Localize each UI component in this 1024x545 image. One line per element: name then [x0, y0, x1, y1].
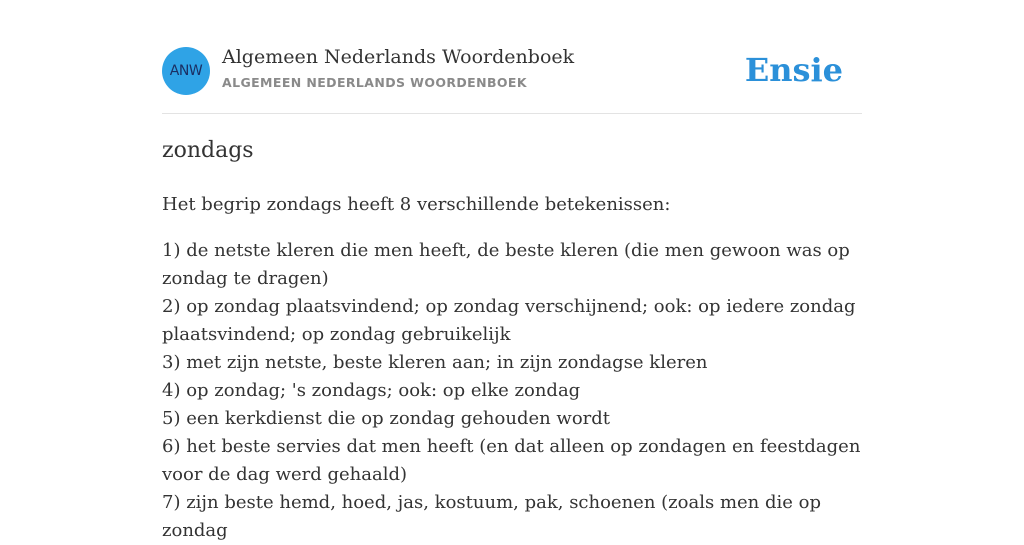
page-title: zondags	[162, 138, 254, 163]
header-divider	[162, 113, 862, 114]
ensie-logo[interactable]: Ensie	[744, 51, 843, 89]
source-title[interactable]: Algemeen Nederlands Woordenboek	[222, 46, 575, 68]
definition-item: 3) met zijn netste, beste kleren aan; in zijn zondagse kleren	[162, 352, 708, 373]
anw-logo[interactable]	[162, 47, 210, 95]
definition-item: 2) op zondag plaatsvindend; op zondag verschijnend; ook: op iedere zondag plaatsvindend; op zondag gebruikelijk	[162, 296, 856, 345]
definition-item: 5) een kerkdienst die op zondag gehouden wordt	[162, 408, 611, 429]
intro-text: Het begrip zondags heeft 8 verschillende betekenissen:	[162, 194, 671, 215]
definition-item: 4) op zondag; 's zondags; ook: op elke zondag	[162, 380, 581, 401]
definition-item: 7) zijn beste hemd, hoed, jas, kostuum, pak, schoenen (zoals men die op zondag	[162, 492, 821, 541]
logo-text: ANW	[169, 63, 203, 79]
source-header	[162, 46, 862, 96]
definition-item: 1) de netste kleren die men heeft, de beste kleren (die men gewoon was op zondag te dragen)	[162, 240, 850, 289]
source-subtitle: ALGEMEEN NEDERLANDS WOORDENBOEK	[222, 75, 527, 90]
definition-list	[162, 237, 862, 545]
definition-item: 6) het beste servies dat men heeft (en dat alleen op zondagen en feestdagen voor de dag werd gehaald)	[162, 436, 861, 485]
